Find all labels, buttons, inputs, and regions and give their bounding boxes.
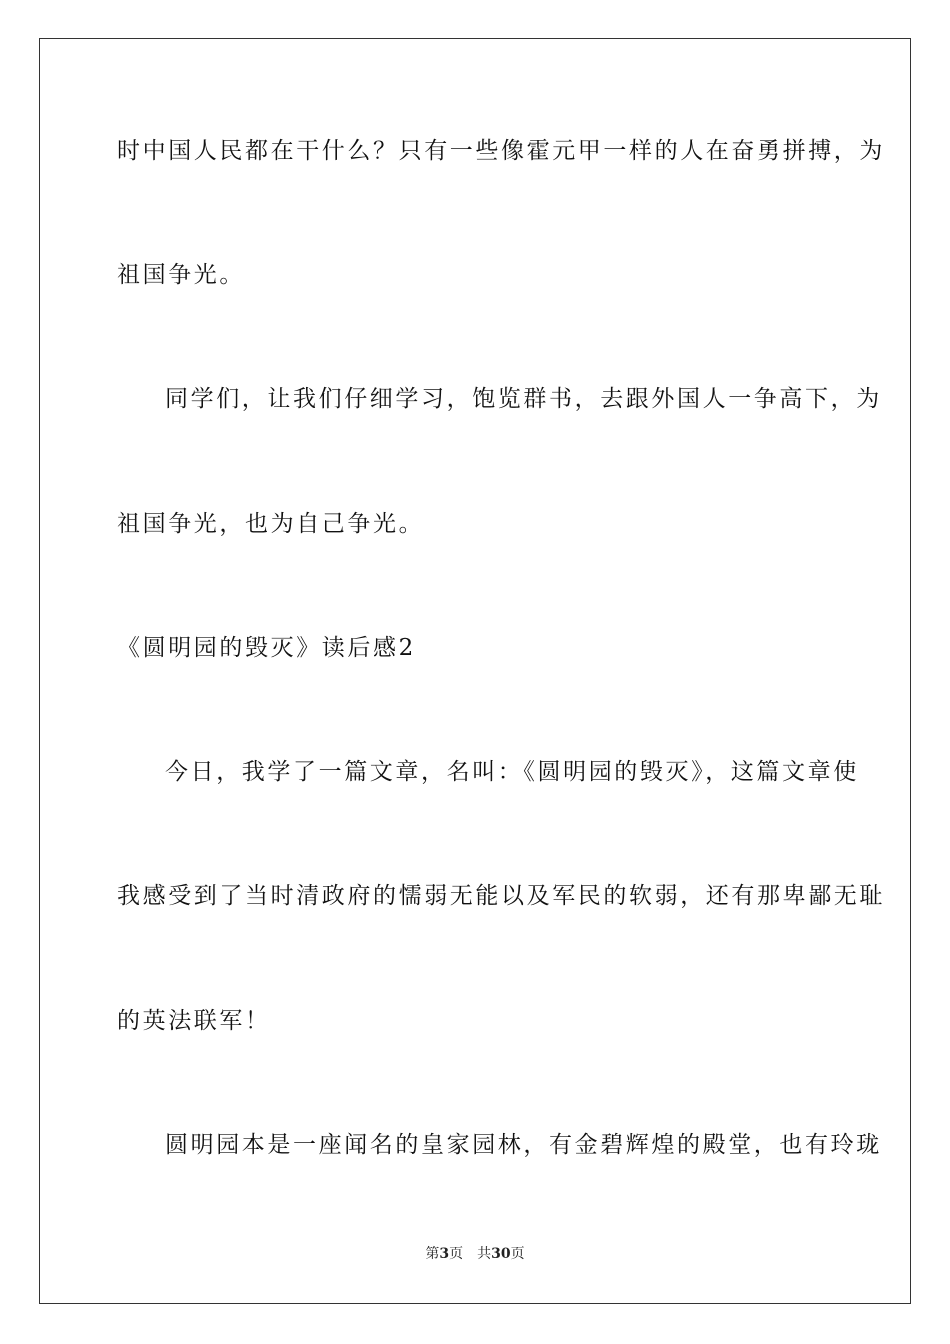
text-line-6: 今日，我学了一篇文章，名叫：《圆明园的毁灭》，这篇文章使	[165, 759, 859, 785]
footer-page-prefix: 第	[425, 1246, 440, 1262]
text-line-3: 同学们，让我们仔细学习，饱览群书，去跟外国人一争高下，为	[165, 386, 882, 412]
text-line-1: 时中国人民都在干什么？只有一些像霍元甲一样的人在奋勇拼搏，为	[117, 138, 885, 164]
text-line-8: 的英法联军！	[117, 1008, 271, 1034]
footer-page-number: 3	[439, 1246, 450, 1262]
text-line-4: 祖国争光，也为自己争光。	[117, 511, 425, 537]
text-line-7: 我感受到了当时清政府的懦弱无能以及军民的软弱，还有那卑鄙无耻	[117, 883, 885, 909]
section-heading: 《圆明园的毁灭》读后感2	[117, 635, 416, 661]
footer-total-suffix: 页	[510, 1246, 525, 1262]
page-border	[39, 38, 911, 1304]
footer-total-prefix: 共	[477, 1246, 492, 1262]
text-line-9: 圆明园本是一座闻名的皇家园林，有金碧辉煌的殿堂，也有玲珑	[165, 1132, 882, 1158]
page-footer	[0, 1244, 950, 1264]
footer-page-suffix: 页	[449, 1246, 464, 1262]
text-line-2: 祖国争光。	[117, 262, 245, 288]
footer-total-pages: 30	[491, 1246, 511, 1262]
